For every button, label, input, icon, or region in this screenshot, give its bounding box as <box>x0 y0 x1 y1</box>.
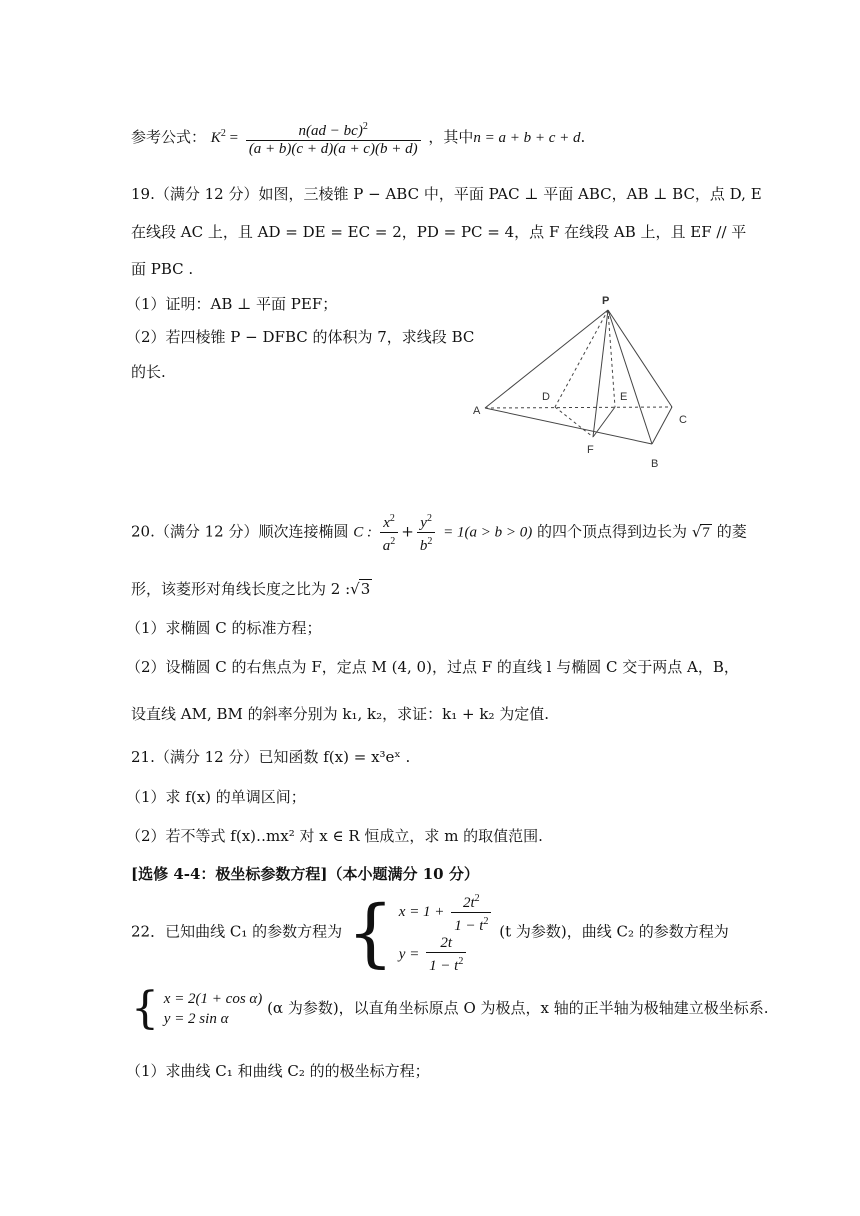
label-f: F <box>587 444 594 456</box>
label-a: A <box>473 405 481 417</box>
q19-part2-cont: 的长. <box>131 363 166 381</box>
label-p: P <box>602 295 610 307</box>
pyramid-figure <box>465 290 705 470</box>
label-d: D <box>542 391 550 403</box>
n-definition: n = a + b + c + d <box>473 130 581 146</box>
q22-line2: { x = 2(1 + cos α) y = 2 sin α (α 为参数)，以直角坐标原点 O 为极点，x 轴的正半轴为极轴建立极坐标系. <box>131 983 769 1034</box>
label-e: E <box>620 391 628 403</box>
c2-system-brace: { <box>131 983 159 1034</box>
q20-line1: 20.（满分 12 分）顺次连接椭圆 C : $\frac{x^2}{a^2}$ + $\frac{y^2}{b^2}$ = 1(a > b > 0) 的四个顶点得到边长为 √7 的菱 <box>131 510 747 555</box>
q19-part1: （1）证明：AB ⊥ 平面 PEF； <box>126 295 338 313</box>
q22-line1: 22．已知曲线 C₁ 的参数方程为 { x = 1 + $\frac{2t^2}{1 - t^2}$ y = $\frac{2t}{1 - t^2}$ (t 为参数)，曲线 C₂ 的参数方程为 <box>131 889 729 976</box>
q19-part2: （2）若四棱锥 P − DFBC 的体积为 7，求线段 BC <box>126 328 475 346</box>
q21-part2: （2）若不等式 f(x)‥mx² 对 x ∈ R 恒成立，求 m 的取值范围. <box>126 827 543 845</box>
q21-line1: 21.（满分 12 分）已知函数 f(x) = x³eˣ . <box>131 748 411 766</box>
q19-line2: 在线段 AC 上，且 AD = DE = EC = 2，PD = PC = 4，点 F 在线段 AB 上，且 EF // 平 <box>131 223 747 241</box>
label-b: B <box>651 458 659 470</box>
q22-part1: （1）求曲线 C₁ 和曲线 C₂ 的的极坐标方程； <box>126 1062 430 1080</box>
sqrt-7: √7 <box>691 522 710 541</box>
c2-system: x = 2(1 + cos α) y = 2 sin α <box>163 991 263 1027</box>
c1-system-brace: { <box>346 889 394 976</box>
q20-part2-cont: 设直线 AM, BM 的斜率分别为 k₁, k₂，求证：k₁ + k₂ 为定值. <box>131 705 550 723</box>
reference-suffix: ，其中 <box>428 128 474 146</box>
label-c: C <box>679 414 687 426</box>
q19-line3: 面 PBC . <box>131 260 194 278</box>
k-squared-fraction: $\frac{n(ad - bc)^2}{(a + b)(c + d)(a + c)(b + d)}$ <box>246 118 421 158</box>
q20-part1: （1）求椭圆 C 的标准方程； <box>126 619 322 637</box>
reference-label: 参考公式： <box>131 128 207 146</box>
reference-formula: 参考公式： $K^2$ = $\frac{n(ad - bc)^2}{(a + b)(c + d)(a + c)(b + d)}$ ，其中n = a + b + c + d. <box>131 118 585 158</box>
q20-part2: （2）设椭圆 C 的右焦点为 F，定点 M (4, 0)，过点 F 的直线 l 与椭圆 C 交于两点 A，B， <box>126 658 739 676</box>
k-squared: $K^2$ = <box>210 128 239 146</box>
q19-line1: 19.（满分 12 分）如图，三棱锥 P − ABC 中，平面 PAC ⊥ 平面 ABC，AB ⊥ BC，点 D, E <box>131 185 762 203</box>
sqrt-3: √3 <box>350 580 371 598</box>
elective-heading: [选修 4-4：极坐标参数方程]（本小题满分 10 分） <box>131 865 479 883</box>
q21-part1: （1）求 f(x) 的单调区间； <box>126 788 306 806</box>
c1-system: x = 1 + $\frac{2t^2}{1 - t^2}$ y = $\frac{2t}{1 - t^2}$ <box>399 890 495 975</box>
q20-line2: 形，该菱形对角线长度之比为 2 :√3 <box>131 580 371 598</box>
